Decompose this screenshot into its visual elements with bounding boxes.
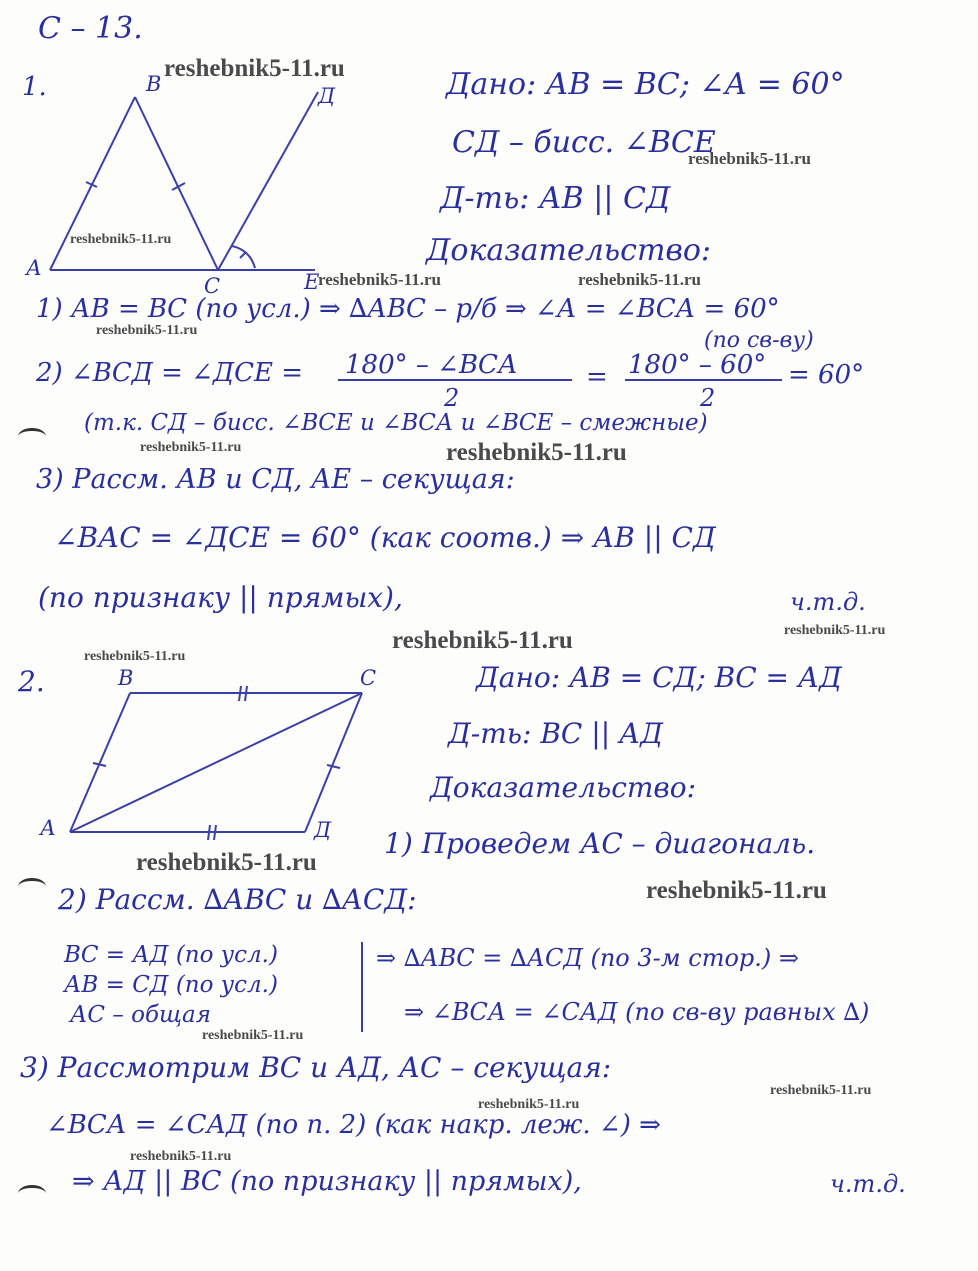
condition-1: ВС = АД (по усл.): [64, 942, 278, 968]
proof-step-1: 1) Проведем АС – диагональ.: [384, 827, 816, 860]
diagonal-ac: [70, 693, 362, 832]
watermark: reshebnik5-11.ru: [140, 440, 242, 455]
watermark: reshebnik5-11.ru: [84, 649, 186, 664]
watermark: reshebnik5-11.ru: [136, 849, 317, 876]
given-text: Дано: АВ = СД; ВС = АД: [476, 661, 842, 694]
proof-title: Доказательство:: [430, 771, 697, 804]
watermark: reshebnik5-11.ru: [130, 1149, 232, 1164]
point-label-a: А: [40, 816, 56, 840]
point-label-e: Е: [304, 270, 320, 294]
watermark: reshebnik5-11.ru: [646, 877, 827, 904]
page-label: С – 13.: [38, 11, 143, 46]
prove-text: Д-ть: АВ || СД: [440, 181, 671, 216]
watermark: reshebnik5-11.ru: [318, 270, 441, 289]
proof-step-2-note: (т.к. СД – бисс. ∠ВСЕ и ∠ВСА и ∠ВСЕ – смежные): [84, 410, 708, 436]
proof-step-3-sign: (по признаку || прямых),: [38, 581, 403, 614]
ray-cd: [218, 92, 318, 270]
problem-number: 1.: [22, 72, 47, 102]
conclusion-2: ⇒ ∠ВСА = ∠САД (по св-ву равных ∆): [404, 998, 870, 1026]
proof-title: Доказательство:: [426, 233, 712, 268]
step-2-result: = 60°: [788, 360, 865, 390]
given-bisector: СД – бисс. ∠ВСЕ: [452, 125, 716, 160]
proof-step-2: 2) ∠ВСД = ∠ДСЕ =: [36, 358, 304, 388]
prove-text: Д-ть: ВС || АД: [448, 717, 663, 750]
qed-mark: ч.т.д.: [790, 588, 866, 616]
qed-mark: ч.т.д.: [830, 1170, 906, 1198]
watermark: reshebnik5-11.ru: [392, 627, 573, 654]
conclusion-1: ⇒ ∆АВС = ∆АСД (по 3-м стор.) ⇒: [376, 944, 800, 972]
watermark: reshebnik5-11.ru: [688, 149, 811, 168]
segment-cd: [305, 693, 362, 832]
watermark: reshebnik5-11.ru: [202, 1028, 304, 1043]
watermark: reshebnik5-11.ru: [96, 323, 198, 338]
point-label-c: С: [360, 666, 377, 690]
watermark: reshebnik5-11.ru: [578, 270, 701, 289]
equals-sign: =: [586, 362, 608, 392]
watermark: reshebnik5-11.ru: [770, 1083, 872, 1098]
fraction-denominator: 2: [700, 384, 716, 412]
tick-mark: [239, 686, 241, 701]
watermark: reshebnik5-11.ru: [164, 55, 345, 82]
watermark: reshebnik5-11.ru: [784, 623, 886, 638]
point-label-b: В: [146, 72, 162, 96]
proof-step-3-line: ∠ВСА = ∠САД (по п. 2) (как накр. леж. ∠) ⇒: [46, 1110, 661, 1140]
watermark: reshebnik5-11.ru: [446, 439, 627, 466]
segment-ab: [70, 693, 130, 832]
tick-mark: [214, 825, 216, 840]
angle-arc: [240, 252, 246, 258]
angle-arc: [232, 246, 255, 268]
fraction-denominator: 2: [444, 384, 460, 412]
proof-step-3: 3) Рассмотрим ВС и АД, АС – секущая:: [20, 1051, 612, 1084]
point-label-d: Д: [314, 818, 332, 842]
point-label-c: С: [204, 274, 221, 298]
given-text: Дано: АВ = ВС; ∠А = 60°: [446, 67, 845, 102]
proof-step-2: 2) Рассм. ∆АВС и ∆АСД:: [58, 883, 417, 916]
proof-step-1-note: (по св-ву): [704, 328, 814, 353]
point-label-a: А: [26, 256, 42, 280]
proof-step-3-line: ∠ВАС = ∠ДСЕ = 60° (как соотв.) ⇒ АВ || СД: [54, 521, 716, 554]
fraction-numerator: 180° – ∠ВСА: [345, 350, 518, 380]
proof-step-1: 1) АВ = ВС (по усл.) ⇒ ∆АВС – р/б ⇒ ∠А = ∠ВСА = 60°: [36, 294, 780, 324]
fraction-numerator: 180° – 60°: [628, 350, 767, 380]
tick-mark: [327, 765, 340, 768]
tick-mark: [208, 825, 210, 840]
problem-number: 2.: [18, 665, 45, 698]
watermark: reshebnik5-11.ru: [70, 232, 172, 247]
condition-3: АС – общая: [70, 1002, 211, 1028]
tick-mark: [245, 686, 247, 701]
point-label-b: В: [118, 666, 134, 690]
watermark: reshebnik5-11.ru: [478, 1097, 580, 1112]
proof-step-3-final: ⇒ АД || ВС (по признаку || прямых),: [72, 1166, 582, 1197]
proof-step-3: 3) Рассм. АВ и СД, АЕ – секущая:: [36, 464, 515, 495]
condition-2: АВ = СД (по усл.): [64, 972, 278, 998]
point-label-d: Д: [318, 84, 336, 108]
